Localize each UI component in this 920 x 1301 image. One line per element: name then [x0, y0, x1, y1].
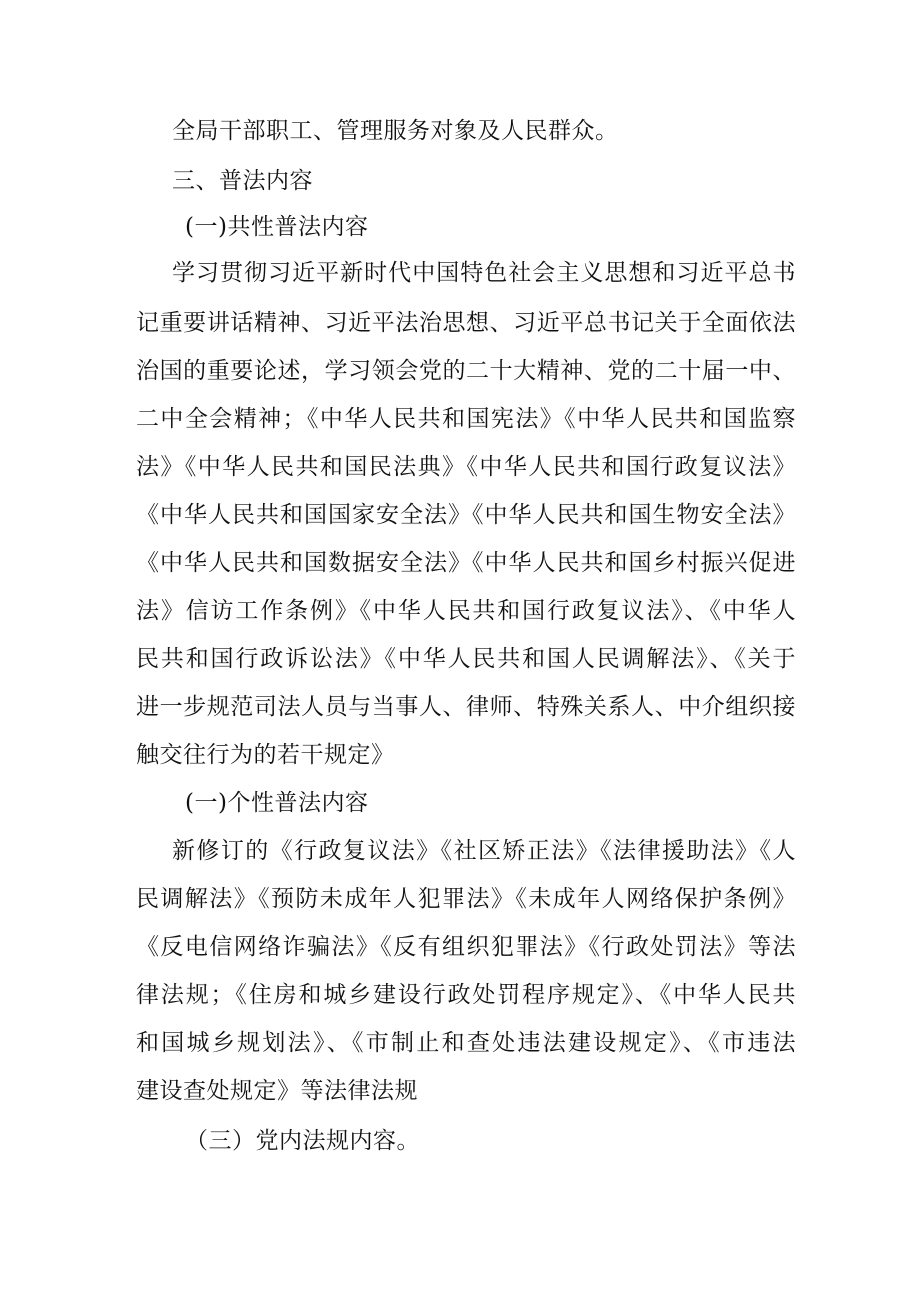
text-line: 《中华人民共和国国家安全法》《中华人民共和国生物安全法》 [136, 502, 796, 528]
text-line: 法》《中华人民共和国民法典》《中华人民共和国行政复议法》 [136, 454, 796, 480]
text-line: 和国城乡规划法》、《市制止和查处违法建设规定》、《市违法 [136, 1030, 796, 1056]
text-line: 《中华人民共和国数据安全法》《中华人民共和国乡村振兴促进 [136, 550, 796, 576]
text-line: 治国的重要论述，学习领会党的二十大精神、党的二十届一中、 [136, 358, 796, 384]
text-line: 律法规；《住房和城乡建设行政处罚程序规定》、《中华人民共 [136, 982, 796, 1008]
text-line: 全局干部职工、管理服务对象及人民群众。 [172, 118, 619, 144]
text-line: 建设查处规定》等法律法规 [136, 1078, 418, 1104]
text-line: 《反电信网络诈骗法》《反有组织犯罪法》《行政处罚法》等法 [136, 934, 796, 960]
text-line: 民调解法》《预防未成年人犯罪法》《未成年人网络保护条例》 [136, 886, 796, 912]
text-line: 民共和国行政诉讼法》《中华人民共和国人民调解法》、《关于 [136, 646, 796, 672]
section-heading: 三、普法内容 [172, 168, 313, 194]
text-line: 二中全会精神；《中华人民共和国宪法》《中华人民共和国监察 [136, 406, 796, 432]
text-line: 触交往行为的若干规定》 [136, 742, 395, 768]
text-line: 进一步规范司法人员与当事人、律师、特殊关系人、中介组织接 [136, 694, 796, 720]
text-line: 新修订的《行政复议法》《社区矫正法》《法律援助法》《人 [172, 838, 796, 864]
text-line: 学习贯彻习近平新时代中国特色社会主义思想和习近平总书 [172, 260, 796, 286]
subsection-heading: (一)共性普法内容 [185, 214, 369, 240]
text-line: 法》信访工作条例》《中华人民共和国行政复议法》、《中华人 [136, 598, 796, 624]
subsection-heading: （三）党内法规内容。 [185, 1128, 420, 1154]
text-line: 记重要讲话精神、习近平法治思想、习近平总书记关于全面依法 [136, 310, 796, 336]
subsection-heading: (一)个性普法内容 [185, 790, 369, 816]
